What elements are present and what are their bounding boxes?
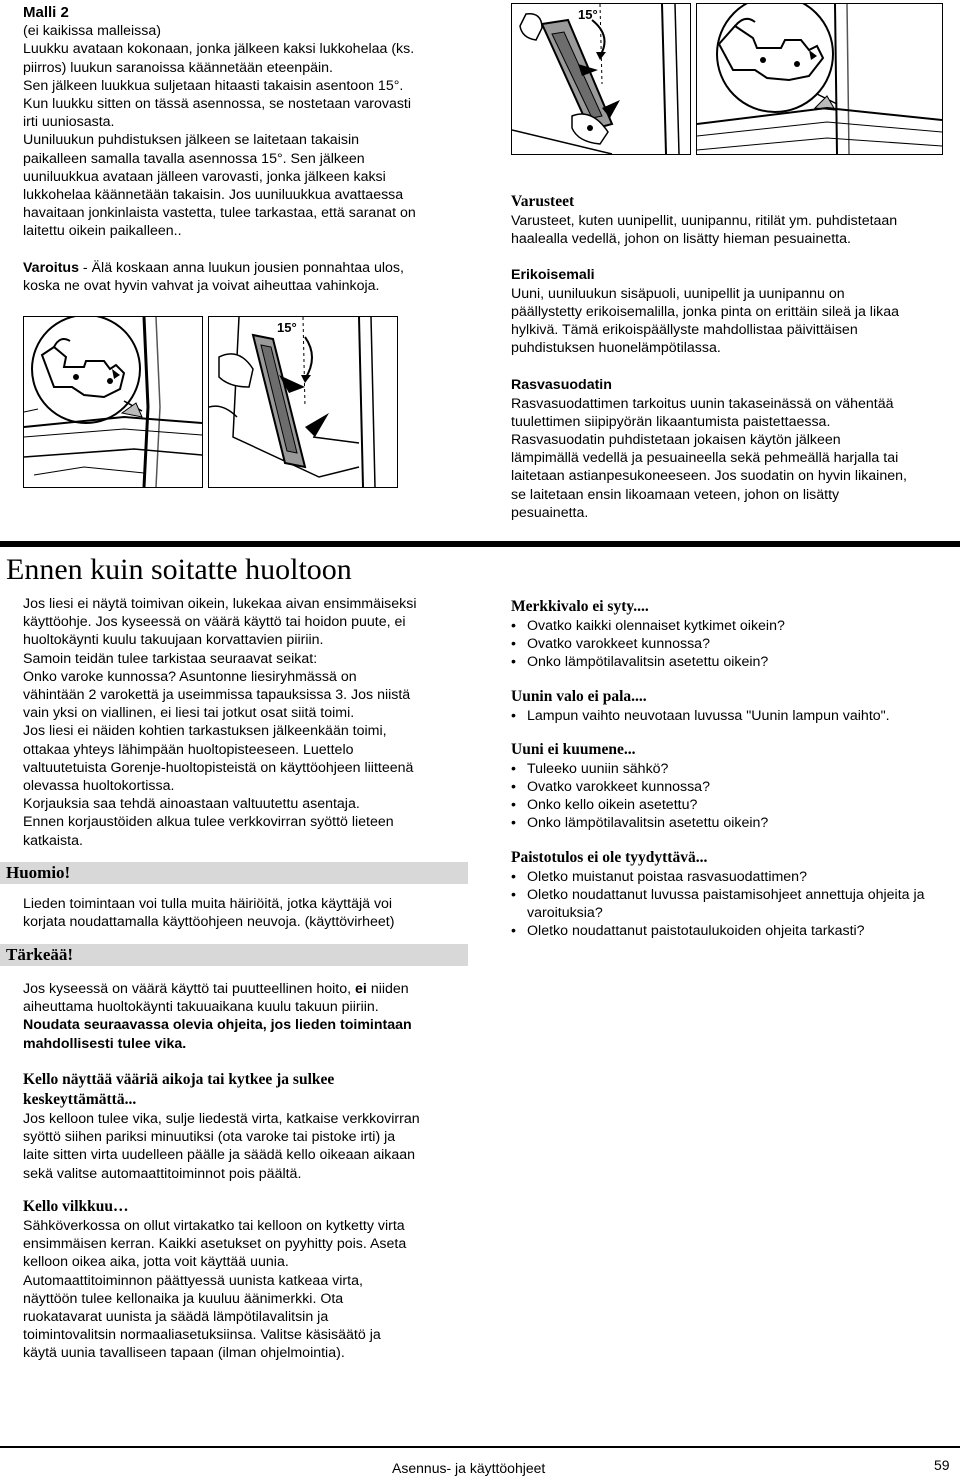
malli2-line: Uuniluukun puhdistuksen jälkeen se laitetaan takaisin [23,132,359,149]
intro-line: Onko varoke kunnossa? Asuntonne liesiryhmässä on [23,668,357,685]
list-item: • Oletko muistanut poistaa rasvasuodattimen? [511,868,931,886]
hinge-lock-illustration-top [696,3,943,155]
chapter-title: Ennen kuin soitatte huoltoon [6,553,352,586]
malli2-warning-line: koska ne ovat hyvin vahvat ja voivat aiheuttaa vahinkoja. [23,277,380,294]
malli2-line: Sen jälkeen luukkua suljetaan hitaasti takaisin asentoon 15°. [23,77,404,94]
tarkeaa-bold-line: Noudata seuraavassa olevia ohjeita, jos lieden toimintaan [23,1017,412,1034]
rasvasuodatin-line: pesuainetta. [511,504,589,521]
kello-aikoja-line: sekä valitse automaattitoiminnot pois päältä. [23,1165,302,1182]
footer-rule [0,1446,960,1448]
kello-aikoja-title: Kello näyttää vääriä aikoja tai kytkee ja sulkee [23,1071,335,1088]
erikoisemali-line: päällystetty erikoisemalilla, jonka pinta on erittäin sileä ja likaa [511,303,899,320]
malli2-line: paikalleen samalla tavalla asennossa 15°. Sen jälkeen [23,150,365,167]
malli2-line: Luukku avataan kokonaan, jonka jälkeen kaksi lukkohelaa (ks. [23,41,415,58]
paistotulos-list [511,868,931,941]
list-item: • Ovatko varokkeet kunnossa? [511,635,931,653]
merkkivalo-list [511,617,931,672]
malli2-line: (ei kaikissa malleissa) [23,23,161,40]
huomio-line: korjata noudattamalla käyttöohjeen neuvoja. (käyttövirheet) [23,914,395,931]
huomio-title: Huomio! [6,863,71,882]
malli2-line: lukkohelaa käännetään takaisin. Jos uuniluukkua avattaessa [23,187,404,204]
rasvasuodatin-line: Rasvasuodatin puhdistetaan jokaisen käytön jälkeen [511,432,841,449]
rasvasuodatin-line: se laitetaan ensin likoamaan veteen, johon on lisätty [511,486,840,503]
kello-aikoja-line: Jos kelloon tulee vika, sulje liedestä virta, katkaise verkkovirran [23,1111,420,1127]
intro-line: Jos liesi ei näytä toimivan oikein, lukekaa aivan ensimmäiseksi [23,596,417,612]
intro-line: huoltokäynti kuulu takuujaan korvattavien piiriin. [23,632,324,649]
warning-label: Varoitus [23,259,79,276]
tarkeaa-bold-line: mahdollisesti tulee vika. [23,1035,187,1052]
intro-line: vain yksi on viallinen, ei liesi tai jotkut osat siitä toimi. [23,705,355,722]
malli2-line: irti uuniosasta. [23,114,115,131]
list-item: • Onko lämpötilavalitsin asetettu oikein? [511,653,931,671]
tarkeaa-line: aiheuttama huoltokäynti takuuaikana kuulu takuun piiriin. [23,999,379,1016]
troubleshoot-section [511,597,931,940]
rasvasuodatin-title: Rasvasuodatin [511,377,612,394]
kello-vilkkuu-line: kelloon oikea aika, jotta voit käyttää uunia. [23,1254,289,1271]
tarkeaa-title: Tärkeää! [6,945,74,964]
rasvasuodatin-line: Rasvasuodattimen tarkoitus uunin takaseinässä on vähentää [511,395,894,412]
kello-vilkkuu-title: Kello vilkkuu… [23,1198,129,1215]
malli2-line: havaitaan jonkinlaista vastetta, tulee tarkastaa, että saranat on [23,205,416,222]
tarkeaa-line: Jos kyseessä on väärä käyttö tai puutteellinen hoito, ei niiden [23,981,409,997]
kello-aikoja-title: keskeyttämättä... [23,1091,137,1108]
malli2-line: piirros) luukun saranoissa käännetään eteenpäin. [23,59,333,76]
list-item: • Onko kello oikein asetettu? [511,796,931,814]
kello-vilkkuu-line: ruokatavarat uunista ja säädä lämpötilavalitsin ja [23,1309,329,1326]
ei-kuumene-title: Uuni ei kuumene... [511,740,636,758]
kello-vilkkuu-line: käytä uunia tavalliseen tapaan (ilman ohjelmointia). [23,1345,345,1362]
footer-doc-title: Asennus- ja käyttöohjeet [392,1460,546,1476]
list-item: • Oletko noudattanut paistotaulukoiden ohjeita tarkasti? [511,922,931,940]
kello-vilkkuu-line: ensimmäisen kerran. Kaikki asetukset on pyyhitty pois. Aseta [23,1236,407,1253]
merkkivalo-title: Merkkivalo ei syty.... [511,598,649,615]
angle-label: 15° [277,320,297,335]
intro-line: vähintään 2 varokettä ja useimmissa tapauksissa 3. Jos niistä [23,687,411,704]
erikoisemali-line: Uuni, uuniluukun sisäpuoli, uunipellit ja uunipannu on [511,285,845,302]
uunin-valo-title: Uunin valo ei pala.... [511,687,647,705]
kello-aikoja-line: laite sitten virta uudelleen päälle ja säädä kello oikeaan aikaan [23,1147,415,1164]
rasvasuodatin-line: lämpimällä vedellä ja pesuaineella sekä pehmeällä harjalla tai [511,450,899,467]
malli2-line: laitettu oikein paikalleen.. [23,223,182,240]
intro-line: Korjauksia saa tehdä ainoastaan valtuutettu asentaja. [23,796,360,813]
erikoisemali-line: puhdistuksen huonelämpötilassa. [511,340,721,357]
intro-line: katkaista. [23,832,83,849]
huomio-heading-bar [0,862,468,884]
hinge-lock-illustration-left [23,316,203,488]
door-15deg-illustration-top [511,3,691,155]
list-item: • Ovatko varokkeet kunnossa? [511,778,931,796]
erikoisemali-title: Erikoisemali [511,267,595,284]
malli2-line: Kun luukku sitten on tässä asennossa, se nostetaan varovasti [23,96,412,113]
page-number: 59 [934,1457,950,1473]
care-section [511,192,951,522]
intro-section [23,595,473,850]
erikoisemali-line: hylkivä. Tämä erikoispäällyste mahdollistaa päivittäisen [511,322,858,339]
varusteet-title: Varusteet [511,193,575,210]
angle-label-top: 15° [578,7,598,22]
uunin-valo-list [511,707,931,725]
malli2-line: uuniluukkua avataan jälleen varovasti, jonka jälkeen kaksi [23,168,386,185]
kello-vilkkuu-section [23,1197,473,1363]
intro-line: olevassa huoltokortissa. [23,778,175,795]
malli2-warning [23,259,493,277]
intro-line: Jos liesi ei näiden kohtien tarkastuksen jälkeenkään toimi, [23,723,387,740]
tarkeaa-section [23,980,473,1053]
kello-vilkkuu-line: Sähköverkossa on ollut virtakatko tai kelloon on kytketty virta [23,1218,405,1234]
list-item: • Ovatko kaikki olennaiset kytkimet oikein? [511,617,931,635]
malli2-section [23,4,493,295]
intro-line: ottakaa yhteys lähimpään huoltopisteeseen. Luettelo [23,741,354,758]
varusteet-line: haalealla vedellä, johon on lisätty hieman pesuainetta. [511,231,851,248]
warning-text: - Älä koskaan anna luukun jousien ponnahtaa ulos, [78,259,404,276]
kello-aikoja-section [23,1070,473,1183]
malli2-title: Malli 2 [23,4,69,21]
rasvasuodatin-line: tuulettimen siipipyörän likaantumista paistettaessa. [511,413,831,430]
intro-line: Ennen korjaustöiden alkua tulee verkkovirran syöttö lieteen [23,814,394,831]
kello-vilkkuu-line: Automaattitoiminnon päättyessä uunista katkeaa virta, [23,1272,363,1289]
intro-line: Samoin teidän tulee tarkistaa seuraavat seikat: [23,650,318,667]
chapter-rule [0,541,960,547]
kello-aikoja-line: syöttö siihen pariksi minuutiksi (ota varoke tai pistoke irti) ja [23,1129,396,1146]
kello-vilkkuu-line: toimintovalitsin normaaliasetuksiinsa. Valitse käsisäätö ja [23,1327,381,1344]
list-item: • Tuleeko uuniin sähkö? [511,760,931,778]
huomio-section [23,895,473,931]
kello-vilkkuu-line: näyttöön tulee kellonaika ja kuuluu äänimerkki. Ota [23,1290,344,1307]
tarkeaa-heading-bar [0,944,468,966]
huomio-line: Lieden toimintaan voi tulla muita häiriöitä, jotka käyttäjä voi [23,896,393,912]
rasvasuodatin-line: laitetaan astianpesukoneeseen. Jos suodatin on hyvin likainen, [511,468,907,485]
intro-line: valtuutetuista Gorenje-huoltopisteistä on käyttöohjeen liitteenä [23,759,414,776]
ei-kuumene-list [511,760,931,833]
intro-line: käyttöohje. Jos kyseessä on väärä käyttö tai hoidon puute, ei [23,614,406,631]
varusteet-line: Varusteet, kuten uunipellit, uunipannu, ritilät ym. puhdistetaan [511,213,898,229]
list-item: • Oletko noudattanut luvussa paistamisohjeet annettuja ohjeita ja varoituksia? [511,886,931,922]
list-item: • Onko lämpötilavalitsin asetettu oikein? [511,814,931,832]
list-item: • Lampun vaihto neuvotaan luvussa "Uunin lampun vaihto". [511,707,931,725]
door-15deg-illustration-left [208,316,398,488]
paistotulos-title: Paistotulos ei ole tyydyttävä... [511,848,708,866]
